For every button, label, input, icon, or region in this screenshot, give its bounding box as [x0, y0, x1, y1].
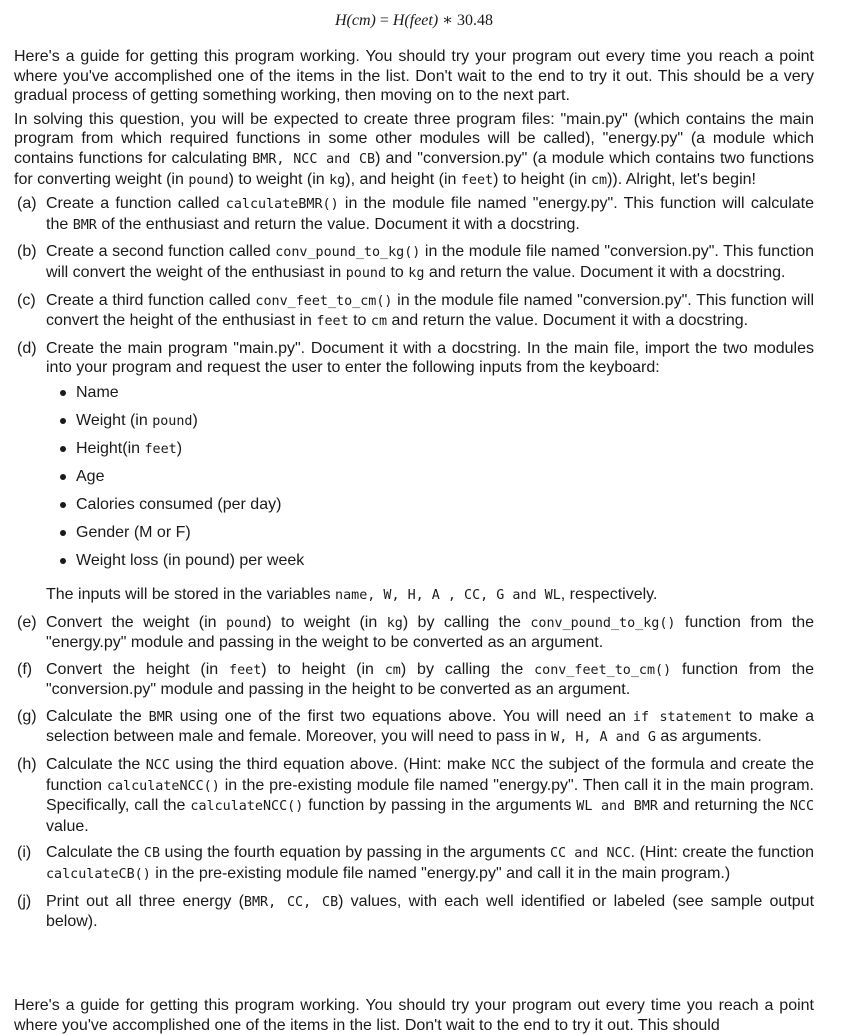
code-run: cm [370, 314, 388, 330]
code-run: feet [460, 172, 494, 188]
task-marker: (g) [17, 707, 37, 725]
text-run: the subject of the formula and create the function [46, 756, 815, 794]
code-run: NCC [145, 758, 170, 774]
outro-paragraph: Here's a guide for getting this program working. You should try your program out every time you reach a point where you've accomplished one of the items in the list. Don't wait to the end to try it out. This should [14, 997, 814, 1034]
text-run: Create a third function called [46, 291, 256, 309]
text-run: function by passing in the arguments [303, 797, 577, 815]
code-run: kg [329, 172, 346, 188]
task-j [14, 892, 814, 932]
text-run: Age [76, 467, 105, 485]
text-run: , respectively. [560, 585, 658, 603]
text-run: Height(in [76, 439, 145, 457]
task-marker: (b) [17, 243, 37, 261]
text-run: Convert the weight (in [46, 613, 226, 631]
text-run: ) by calling the [402, 613, 531, 631]
code-run: if statement [632, 709, 733, 725]
code-run: NCC [789, 799, 815, 815]
code-run: kg [386, 615, 403, 631]
text-run: function from the "energy.py" module and passing in the weight to be converted as an argument. [46, 613, 814, 652]
code-run: cm [590, 172, 608, 188]
text-run: function from the "conversion.py" module and passing in the height to be converted as an argument. [46, 660, 815, 699]
text-run: in the pre-existing module file named "energy.py". Then call it in the main program. Specifically, call the [46, 776, 815, 815]
solving-paragraph [14, 110, 814, 190]
task-list [14, 194, 814, 932]
code-run: BMR [72, 217, 97, 233]
code-run: calculateNCC() [106, 778, 220, 794]
text-run: ) to weight (in [266, 613, 387, 631]
code-run: pound [188, 172, 229, 188]
code-run: NCC [491, 758, 516, 774]
code-run: conv_pound_to_kg() [275, 245, 421, 261]
text-run: Weight loss (in pound) per week [76, 551, 305, 569]
text-run: in the pre-existing module file named "energy.py" and call it in the main program.) [150, 865, 731, 883]
code-run: calculateBMR() [225, 197, 339, 213]
input-item-weight-loss [46, 551, 814, 579]
task-g [14, 707, 814, 748]
task-a [14, 194, 814, 235]
code-run: W, H, A and G [551, 730, 656, 746]
equation-times: ∗ [442, 12, 454, 29]
input-item-gender [46, 523, 814, 551]
text-run: ) [192, 411, 198, 429]
code-run: calculateNCC() [190, 799, 304, 815]
text-run: ) by calling the [400, 660, 535, 678]
code-run: feet [144, 441, 177, 457]
task-i [14, 843, 814, 884]
task-marker: (j) [17, 892, 32, 910]
intro-paragraph: Here's a guide for getting this program working. You should try your program out every time you reach a point where you've accomplished one of the items in the list. Don't wait to the end to try it out. This should be a very gradual process of getting something working, then moving on to the next part. [14, 48, 814, 105]
code-run: calculateCB() [46, 867, 151, 883]
task-marker: (a) [17, 195, 37, 213]
text-run: using the third equation above. (Hint: make [169, 756, 492, 774]
text-run: Create a second function called [46, 243, 276, 261]
text-run: In solving this question, you will be expected to create three program files: "main.py" (which contains the main program from which required functions in some other modules will be called), "energy.py" (a module which contains functions for calculating [14, 110, 814, 167]
text-run: of the enthusiast and return the value. Document it with a docstring. [96, 215, 580, 233]
text-run: The inputs will be stored in the variables [46, 585, 336, 603]
code-run: pound [225, 615, 267, 631]
text-run: Convert the height (in [46, 660, 230, 678]
task-marker: (h) [17, 756, 37, 774]
code-run: BMR, NCC and CB [252, 151, 376, 167]
code-run: conv_feet_to_cm() [534, 662, 672, 678]
input-item-age [46, 467, 814, 495]
input-item-calories [46, 495, 814, 523]
task-marker: (c) [17, 291, 36, 309]
text-run: Gender (M or F) [76, 523, 191, 541]
text-run: ) to weight (in [228, 170, 330, 188]
task-c [14, 291, 814, 332]
task-e [14, 613, 814, 653]
code-run: feet [229, 662, 262, 678]
text-run: value. [46, 817, 89, 835]
code-run: conv_feet_to_cm() [255, 293, 393, 309]
text-run: and return the value. Document it with a docstring. [424, 263, 786, 281]
task-marker: (e) [17, 613, 37, 631]
text-run: in the module file named "conversion.py". This function will convert the height of the enthusiast in [46, 291, 814, 330]
code-run: conv_pound_to_kg() [530, 615, 676, 631]
input-item-name [46, 383, 814, 411]
text-run: ) [176, 439, 183, 457]
text-run: as arguments. [655, 728, 762, 746]
code-run: BMR, CC, CB [243, 894, 339, 910]
code-run: CC and NCC [549, 846, 631, 862]
text-run: Calculate the [46, 756, 146, 774]
code-run: CB [143, 846, 161, 862]
code-run: WL and BMR [576, 799, 658, 815]
equation-lhs: H(cm) [334, 12, 376, 29]
code-run: feet [316, 314, 349, 330]
text-run: ) and "conversion.py" (a module which contains two functions for converting weight (in [14, 149, 814, 188]
input-item-weight [46, 411, 814, 439]
text-run: and returning the [657, 797, 790, 815]
text-run: Name [76, 383, 119, 401]
input-list [46, 383, 814, 579]
text-run: ) to height (in [261, 660, 385, 678]
task-marker: (f) [17, 660, 33, 678]
text-run: using one of the first two equations above. You will need an [172, 707, 633, 725]
text-run: to make a selection between male and female. Moreover, you will need to pass in [46, 707, 814, 746]
task-marker: (i) [17, 844, 32, 862]
text-run: )). Alright, let's begin! [607, 170, 756, 188]
text-run: ) values, with each well identified or labeled (see sample output below). [46, 892, 815, 931]
code-run: cm [384, 662, 401, 678]
document-page [14, 0, 814, 939]
text-run: Create a function called [46, 195, 226, 213]
text-run: using the fourth equation by passing in the arguments [160, 844, 550, 862]
code-run: BMR [148, 709, 173, 725]
code-run: pound [152, 413, 193, 429]
text-run: Weight (in [76, 411, 153, 429]
code-run: pound [345, 265, 387, 281]
text-run: Calculate the [46, 844, 144, 862]
text-run: ), and height (in [345, 170, 461, 188]
equation-factor: 30.48 [457, 12, 494, 29]
code-run: name, W, H, A , CC, G and WL [335, 587, 561, 603]
text-run: ) to height (in [493, 170, 591, 188]
text-run: to [348, 312, 371, 330]
equation-equals: = [379, 12, 389, 29]
text-run: in the module file named "conversion.py". This function will convert the weight of the enthusiast in [46, 243, 814, 281]
equation-rhs: H(feet) [392, 12, 439, 29]
text-run: Calories consumed (per day) [76, 495, 282, 513]
text-run: . (Hint: create the function [630, 844, 814, 862]
text-run: and return the value. Document it with a docstring. [387, 312, 749, 330]
task-d [14, 339, 814, 606]
task-marker: (d) [17, 339, 37, 357]
task-h [14, 755, 814, 836]
input-item-height [46, 439, 814, 467]
task-f [14, 660, 814, 700]
height-conversion-equation [14, 0, 814, 33]
code-run: kg [408, 265, 425, 281]
task-b [14, 242, 814, 283]
text-run: Create the main program "main.py". Document it with a docstring. In the main file, import the two modules into your program and request the user to enter the following inputs from the keyboard: [46, 339, 814, 377]
text-run: Calculate the [46, 707, 149, 725]
text-run: to [386, 263, 409, 281]
text-run: in the module file named "energy.py". This function will calculate the [46, 195, 815, 233]
text-run: Print out all three energy ( [46, 892, 244, 910]
